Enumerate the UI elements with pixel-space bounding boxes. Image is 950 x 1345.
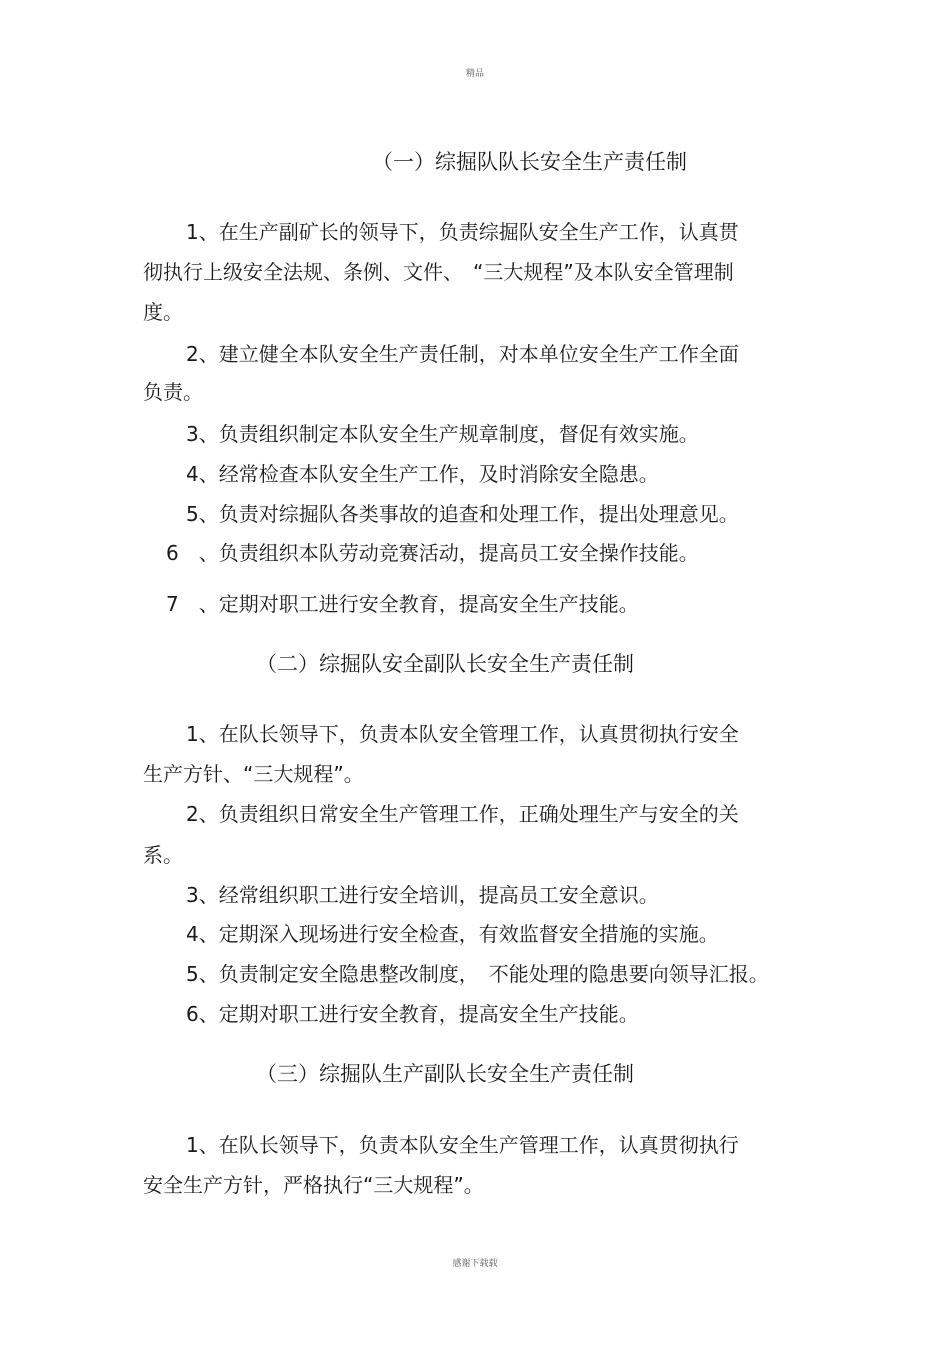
section-1-line-6: 3、负责组织制定本队安全生产规章制度，督促有效实施。 [186,422,699,446]
section-3-line-1: 1、在队长领导下，负责本队安全生产管理工作，认真贯彻执行 [186,1133,739,1157]
section-2-line-8: 6、定期对职工进行安全教育，提高安全生产技能。 [186,1002,639,1026]
section-2-line-3: 2、负责组织日常安全生产管理工作，正确处理生产与安全的关 [186,802,739,826]
section-1-line-4: 2、建立健全本队安全生产责任制，对本单位安全生产工作全面 [186,342,739,366]
section-1-line-9: 6 、负责组织本队劳动竞赛活动，提高员工安全操作技能。 [166,541,699,565]
section-2-line-4: 系。 [143,843,183,867]
section-2-title: （二）综掘队安全副队长安全生产责任制 [256,652,634,676]
section-1-line-10: 7 、定期对职工进行安全教育，提高安全生产技能。 [166,592,639,616]
section-2-line-1: 1、在队长领导下，负责本队安全管理工作，认真贯彻执行安全 [186,722,739,746]
section-2-line-7: 5、负责制定安全隐患整改制度， 不能处理的隐患要向领导汇报。 [186,962,769,986]
section-1-line-5: 负责。 [143,380,203,404]
section-1-line-2: 彻执行上级安全法规、条例、文件、 “三大规程”及本队安全管理制 [143,260,734,284]
page-header: 精品 [465,69,484,79]
section-3-title: （三）综掘队生产副队长安全生产责任制 [256,1062,634,1086]
section-2-line-5: 3、经常组织职工进行安全培训，提高员工安全意识。 [186,883,659,907]
section-1-line-3: 度。 [143,300,183,324]
section-1-line-8: 5、负责对综掘队各类事故的追查和处理工作，提出处理意见。 [186,502,739,526]
section-3-line-2: 安全生产方针，严格执行“三大规程”。 [143,1173,484,1197]
section-1-line-7: 4、经常检查本队安全生产工作，及时消除安全隐患。 [186,462,659,486]
section-1-title: （一）综掘队队长安全生产责任制 [372,150,687,174]
page-footer: 感谢下载载 [452,1259,498,1269]
section-2-line-2: 生产方针、“三大规程”。 [143,762,364,786]
section-2-line-6: 4、定期深入现场进行安全检查，有效监督安全措施的实施。 [186,922,719,946]
section-1-line-1: 1、在生产副矿长的领导下，负责综掘队安全生产工作，认真贯 [186,220,739,244]
